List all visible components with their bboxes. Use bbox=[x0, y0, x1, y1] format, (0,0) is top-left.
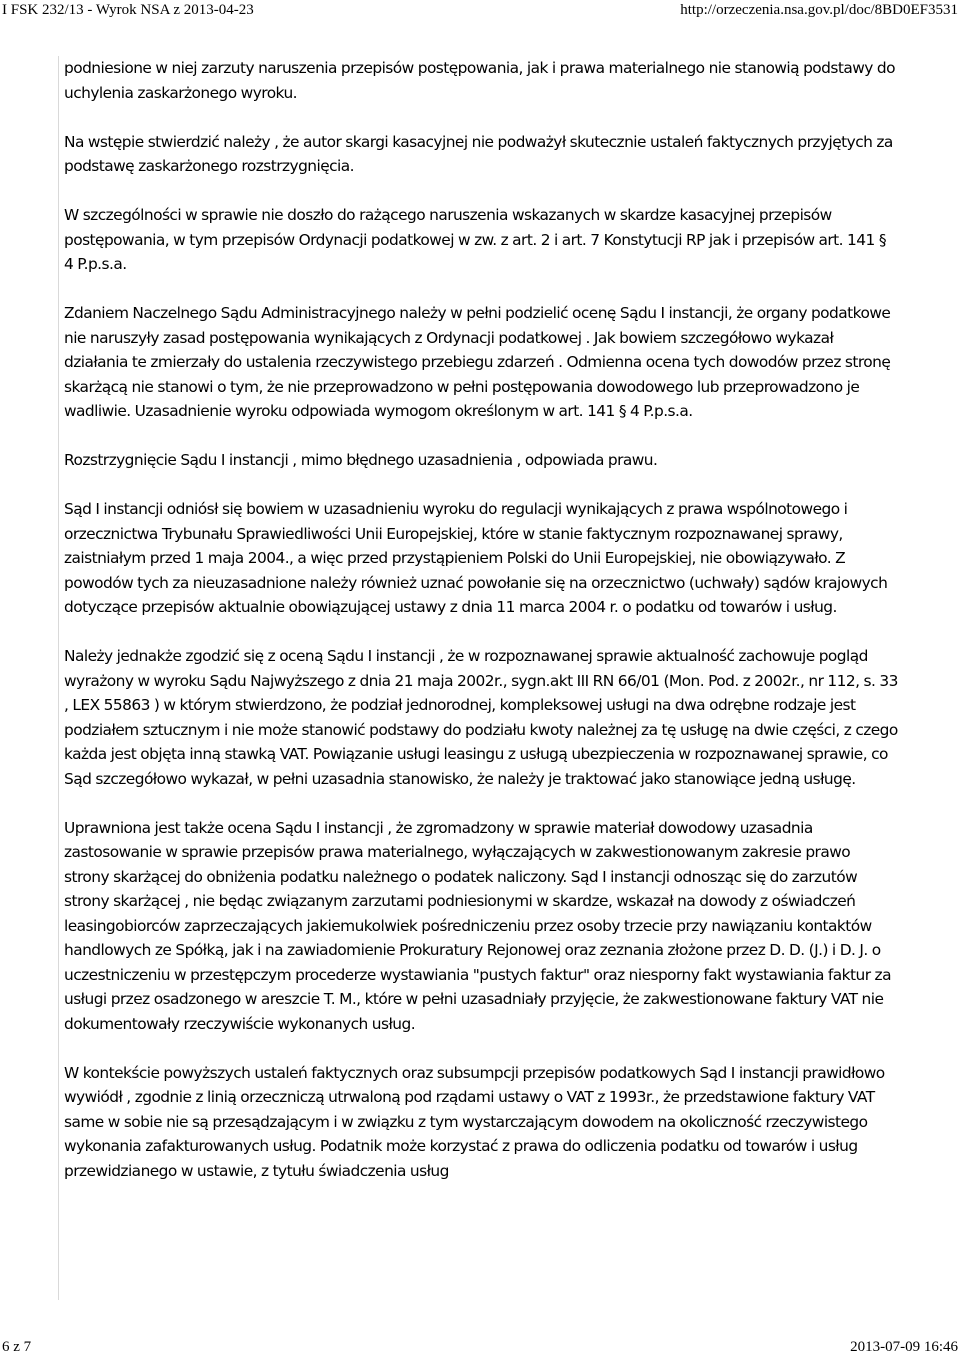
paragraph-6: Sąd I instancji odniósł się bowiem w uzasadnieniu wyroku do regulacji wynikających z prawa wspólnotowego i orzecznictwa Trybunału Sprawiedliwości Unii Europejskiej, które w stanie faktycznym rozpoznawanej sprawy, zaistniałym przed 1 maja 2004., a więc przed przystąpieniem Polski do Unii Europejskiej, nie obowiązywało. Z powodów tych za nieuzasadnione należy również uznać powołanie się na orzecznictwo (uchwały) sądów krajowych dotyczące przepisów aktualnie obowiązującej ustawy z dnia 11 marca 2004 r. o podatku od towarów i usług. bbox=[64, 500, 888, 616]
paragraph-5: Rozstrzygnięcie Sądu I instancji , mimo błędnego uzasadnienia , odpowiada prawu. bbox=[64, 451, 658, 469]
paragraph-8: Uprawniona jest także ocena Sądu I instancji , że zgromadzony w sprawie materiał dowodowy uzasadnia zastosowanie w sprawie przepisów prawa materialnego, wyłączających w zakwestionowanym zakresie prawo strony skarżącej do obniżenia podatku należnego o podatek naliczony. Sąd I instancji odnosząc się do zarzutów strony skarżącej , nie będąc związanym zarzutami podniesionymi w skardze, wskazał na dowody z oświadczeń leasingobiorców zaprzeczających jakiemukolwiek pośredniczeniu przez osoby trzecie przy nawiązaniu kontaktów handlowych ze Spółką, jak i na zawiadomienie Prokuratury Rejonowej oraz zeznania złożone przez D. D. (J.) i D. J. o uczestniczeniu w przestępczym procederze wystawiania "pustych faktur" oraz niesporny fakt wystawiania faktur za usługi przez osadzonego w areszcie T. M., które w pełni uzasadniały przyjęcie, że zakwestionowane faktury VAT nie dokumentowały rzeczywiście wykonanych usług. bbox=[64, 818, 891, 1033]
paragraph-7: Należy jednakże zgodzić się z oceną Sądu I instancji , że w rozpoznawanej sprawie aktualność zachowuje pogląd wyrażony w wyroku Sądu Najwyższego z dnia 21 maja 2002r., sygn.akt III RN 66/01 (Mon. Pod. z 2002r., nr 112, s. 33 , LEX 55863 ) w którym stwierdzono, że podział jednorodnej, kompleksowej usługi na dwa odrębne rodzaje jest podziałem sztucznym i nie może stanowić podstawy do podziału kwoty należnej za tę usługę na dwie części, z czego każda jest objęta inną stawką VAT. Powiązanie usługi leasingu z usługą ubezpieczenia w rozpoznawanej sprawie, co Sąd szczegółowo wykazał, w pełni uzasadnia stanowisko, że należy je traktować jako stanowiące jedną usługę. bbox=[64, 647, 898, 788]
page-header-title: I FSK 232/13 - Wyrok NSA z 2013-04-23 bbox=[2, 2, 254, 18]
paragraph-9: W kontekście powyższych ustaleń faktycznych oraz subsumpcji przepisów podatkowych Sąd I instancji prawidłowo wywiódł , zgodnie z linią orzeczniczą utrwaloną pod rządami ustawy o VAT z 1993r., że przedstawione faktury VAT same w sobie nie są przesądzającym i w związku z tym wystarczającym dowodem na okoliczność rzeczywistego wykonania zafakturowanych usług. Podatnik może korzystać z prawa do odliczenia podatku od towarów i usług przewidzianego w ustawie, z tytułu świadczenia usług bbox=[64, 1063, 885, 1180]
paragraph-4: Zdaniem Naczelnego Sądu Administracyjnego należy w pełni podzielić ocenę Sądu I instancji, że organy podatkowe nie naruszyły zasad postępowania wynikających z Ordynacji podatkowej . Jak bowiem szczegółowo wykazał działania te zmierzały do ustalenia rzeczywistego przebiegu zdarzeń . Odmienna ocena tych dowodów przez stronę skarżącą nie stanowi o tym, że nie przeprowadzono w pełni postępowania dowodowego lub przeprowadzono je wadliwie. Uzasadnienie wyroku odpowiada wymogom określonym w art. 141 § 4 P.p.s.a. bbox=[64, 304, 891, 420]
paragraph-3: W szczególności w sprawie nie doszło do rażącego naruszenia wskazanych w skardze kasacyjnej przepisów postępowania, w tym przepisów Ordynacji podatkowej w zw. z art. 2 i art. 7 Konstytucji RP jak i przepisów art. 141 § 4 P.p.s.a. bbox=[64, 206, 886, 273]
document-body bbox=[58, 56, 898, 1300]
print-datetime: 2013-07-09 16:46 bbox=[850, 1339, 958, 1355]
page-number: 6 z 7 bbox=[2, 1339, 32, 1355]
paragraph-1: podniesione w niej zarzuty naruszenia przepisów postępowania, jak i prawa materialnego nie stanowią podstawy do uchylenia zaskarżonego wyroku. bbox=[64, 59, 895, 102]
paragraph-2: Na wstępie stwierdzić należy , że autor skargi kasacyjnej nie podważył skutecznie ustaleń faktycznych przyjętych za podstawę zaskarżonego rozstrzygnięcia. bbox=[64, 132, 893, 175]
page-header-url[interactable]: http://orzeczenia.nsa.gov.pl/doc/8BD0EF3531 bbox=[680, 2, 958, 18]
